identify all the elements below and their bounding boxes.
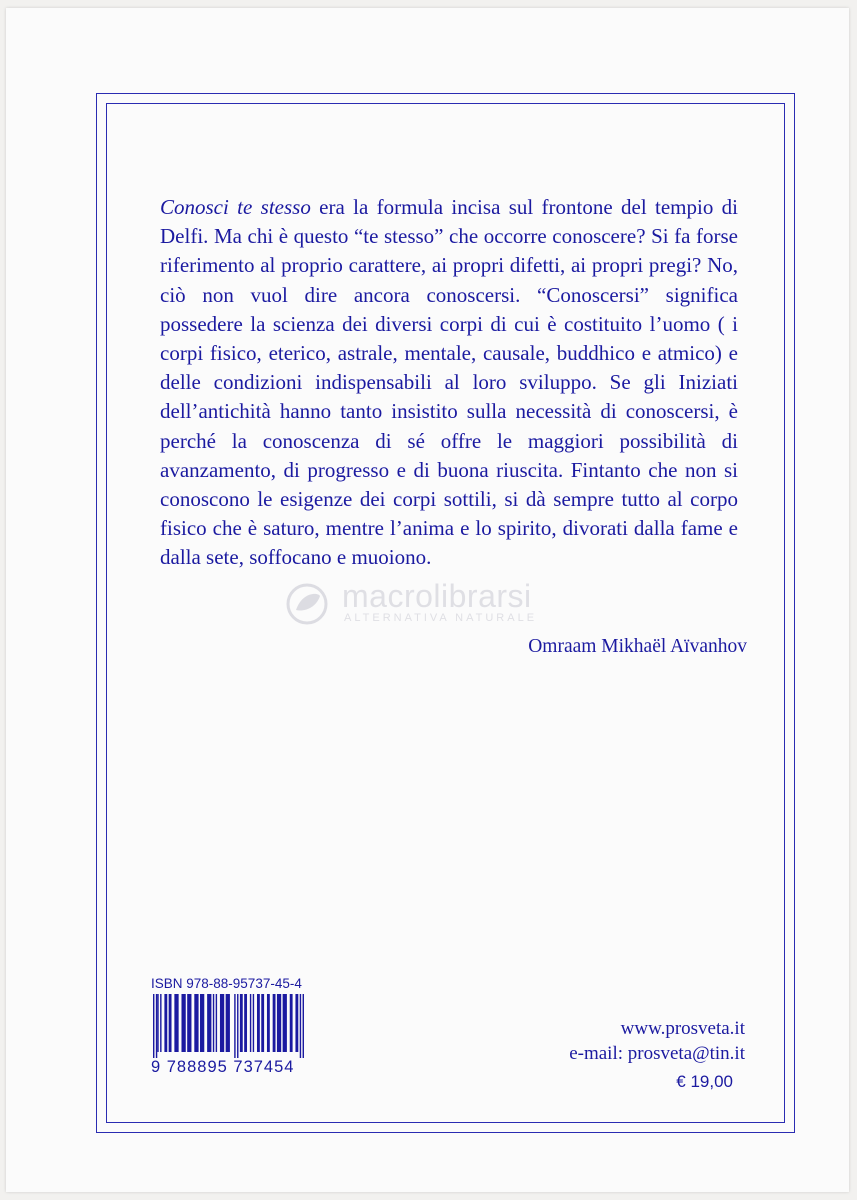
isbn-label: ISBN 978-88-95737-45-4 xyxy=(151,976,302,991)
barcode-bar xyxy=(156,994,157,1058)
price-label: € 19,00 xyxy=(676,1072,733,1091)
barcode-bar xyxy=(157,994,158,1052)
barcode-bar xyxy=(277,994,281,1052)
barcode-bar xyxy=(250,994,251,1052)
publisher-website: www.prosveta.it xyxy=(620,1018,745,1039)
barcode-bar xyxy=(237,994,238,1058)
watermark-tagline: ALTERNATIVA NATURALE xyxy=(344,612,538,624)
watermark-name: macrolibrarsi xyxy=(342,578,532,614)
blurb-paragraph xyxy=(160,193,738,573)
barcode-bar xyxy=(153,994,154,1058)
barcode-bar xyxy=(181,994,185,1052)
barcode-bar xyxy=(234,994,235,1058)
barcode-bar xyxy=(174,994,178,1052)
barcode-bar xyxy=(194,994,198,1052)
publisher-email: e-mail: prosveta@tin.it xyxy=(569,1043,745,1064)
barcode-bar xyxy=(160,994,161,1052)
barcode-bar xyxy=(240,994,243,1052)
barcode-number: 9 788895 737454 xyxy=(151,1058,295,1076)
barcode-bar xyxy=(213,994,214,1052)
barcode-bar xyxy=(261,994,264,1052)
barcode-bar xyxy=(253,994,254,1052)
blurb-text: era la formula incisa sul frontone del tempio di Delfi. Ma chi è questo “te stesso” che occorre conoscere? Si fa forse riferimento al proprio carattere, ai propri difetti, ai propri pregi? No, ciò non vuol dire ancora conoscersi. “Conoscersi” significa possedere la scienza dei diversi corpi di cui è costituito l’uomo ( i corpi fisico, eterico, astrale, mentale, causale, buddhico e atmico) e delle condizioni indispensabili al loro sviluppo. Se gli Iniziati dell’antichità hanno tanto insistito sulla necessità di conoscersi, è perché la conoscenza di sé offre le maggiori possibilità di avanzamento, di progresso e di buona riuscita. Fintanto che non si conoscono le esigenze dei corpi sottili, si dà sempre tutto al corpo fisico che è saturo, mentre l’anima e lo spirito, divorati dalla fame e dalla sete, soffocano e muoiono. xyxy=(160,195,738,570)
barcode xyxy=(151,994,306,1058)
blurb-italic-lead: Conosci te stesso xyxy=(160,195,311,219)
barcode-bar xyxy=(290,994,293,1052)
barcode-bar xyxy=(200,994,204,1052)
barcode-bar xyxy=(257,994,260,1052)
barcode-bar xyxy=(216,994,217,1052)
barcode-bar xyxy=(207,994,211,1052)
barcode-bar xyxy=(303,994,304,1058)
author-name: Omraam Mikhaël Aïvanhov xyxy=(528,636,747,657)
barcode-bar xyxy=(267,994,270,1052)
barcode-bar xyxy=(273,994,276,1052)
barcode-bar xyxy=(187,994,191,1052)
barcode-bar xyxy=(244,994,247,1052)
barcode-bar xyxy=(226,994,230,1052)
barcode-bar xyxy=(220,994,224,1052)
barcode-bar xyxy=(300,994,301,1058)
barcode-bar xyxy=(164,994,167,1052)
barcode-bar xyxy=(295,994,298,1052)
barcode-bar xyxy=(283,994,287,1052)
barcode-bar xyxy=(169,994,172,1052)
